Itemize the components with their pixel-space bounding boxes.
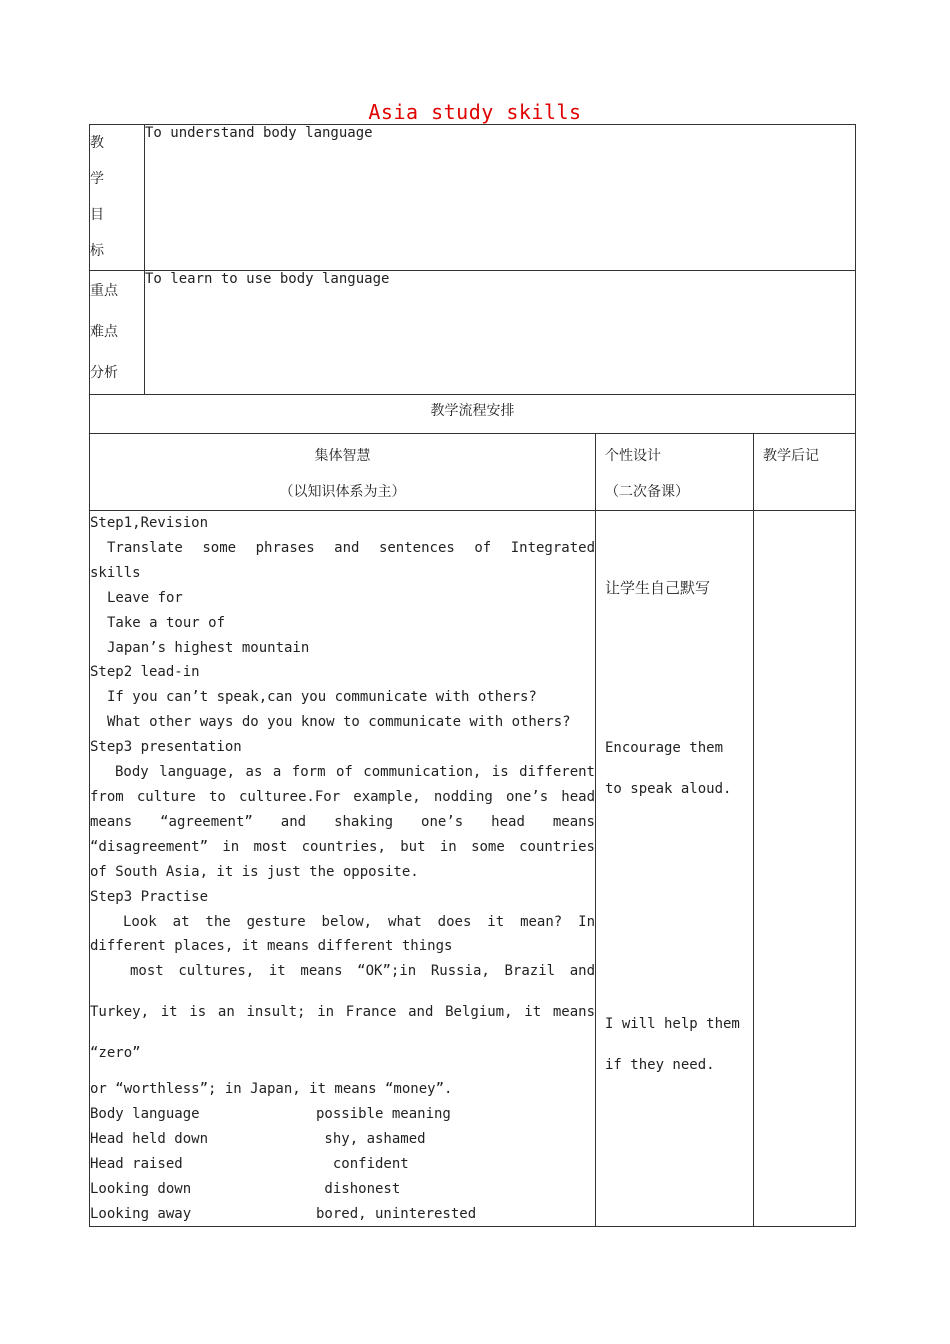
- column-header-row: [90, 434, 856, 511]
- objectives-label: [90, 125, 145, 271]
- step-heading: Step2 lead-in: [90, 664, 200, 681]
- col1-header: [90, 434, 596, 511]
- step-line: Japan’s highest mountain: [107, 639, 310, 656]
- body-language-cell: Head held down: [90, 1130, 209, 1147]
- label-char: 标: [90, 243, 104, 259]
- note-speak-aloud: to speak aloud.: [605, 781, 732, 797]
- col2-header-line1: 个性设计: [605, 448, 661, 464]
- meaning-cell: possible meaning: [316, 1105, 451, 1122]
- meaning-cell: dishonest: [316, 1180, 401, 1197]
- postscript-column: [754, 511, 856, 1227]
- body-language-cell: Looking away: [90, 1205, 192, 1222]
- document-title: Asia study skills: [368, 100, 582, 124]
- note-dictation: 让学生自己默写: [605, 579, 711, 597]
- col1-header-line2: （以知识体系为主）: [279, 484, 406, 500]
- col2-header: [596, 434, 754, 511]
- lesson-plan-table: [89, 124, 856, 1227]
- col1-header-line1: 集体智慧: [314, 448, 371, 464]
- key-points-label: [90, 271, 145, 395]
- step-heading: Step3 presentation: [90, 739, 242, 756]
- objectives-text: To understand body language: [145, 125, 856, 271]
- label-line: 重点: [90, 283, 118, 299]
- process-header-row: [90, 395, 856, 434]
- step-line: Leave for: [107, 589, 183, 606]
- step-line: or “worthless”; in Japan, it means “money”.: [90, 1081, 453, 1098]
- note-if-need: if they need.: [605, 1057, 715, 1073]
- step-heading: Step1,Revision: [90, 515, 209, 531]
- step-heading: Step3 Practise: [90, 888, 209, 905]
- step-line: Look at the gesture below, what does it mean? In: [123, 913, 595, 930]
- body-language-row: [90, 1102, 595, 1127]
- label-line: 难点: [90, 324, 118, 340]
- step-line: Body language, as a form of communication, is different: [115, 764, 595, 781]
- label-char: 学: [90, 171, 104, 187]
- meaning-cell: bored, uninterested: [316, 1205, 477, 1222]
- process-header: 教学流程安排: [90, 395, 856, 434]
- design-notes-column: [596, 511, 754, 1227]
- step-line: If you can’t speak,can you communicate with others?: [107, 689, 537, 706]
- label-line: 分析: [90, 365, 118, 381]
- col3-header: 教学后记: [754, 434, 856, 511]
- key-points-row: [90, 271, 856, 395]
- body-language-cell: Body language: [90, 1105, 200, 1122]
- meaning-cell: shy, ashamed: [316, 1130, 426, 1147]
- step-line: most cultures, it means “OK”;in Russia, Brazil and: [130, 963, 595, 980]
- step-line: skills: [90, 564, 141, 581]
- step-line: means “agreement” and shaking one’s head means: [90, 813, 595, 830]
- objectives-row: [90, 125, 856, 271]
- content-row: [90, 511, 856, 1227]
- body-language-row: [90, 1177, 595, 1202]
- step-line: “zero”: [90, 1045, 141, 1062]
- col2-header-line2: （二次备课）: [605, 484, 689, 500]
- step-line: Turkey, it is an insult; in France and Belgium, it means: [90, 1004, 595, 1021]
- step-line: Translate some phrases and sentences of Integrated: [107, 539, 595, 556]
- step-line: different places, it means different things: [90, 938, 453, 955]
- body-language-row: [90, 1152, 595, 1177]
- label-char: 教: [90, 135, 104, 151]
- key-points-text: To learn to use body language: [145, 271, 856, 395]
- step-line: from culture to culturee.For example, nodding one’s head: [90, 788, 595, 805]
- steps-column: [90, 511, 596, 1227]
- step-line: “disagreement” in most countries, but in some countries: [90, 838, 595, 855]
- meaning-cell: confident: [316, 1155, 409, 1172]
- body-language-cell: Looking down: [90, 1180, 192, 1197]
- step-line: of South Asia, it is just the opposite.: [90, 863, 419, 880]
- step-line: What other ways do you know to communicate with others?: [107, 714, 571, 731]
- label-char: 目: [90, 207, 104, 223]
- note-help: I will help them: [605, 1016, 740, 1032]
- note-encourage: Encourage them: [605, 740, 724, 756]
- body-language-row: [90, 1127, 595, 1152]
- step-line: Take a tour of: [107, 614, 226, 631]
- body-language-cell: Head raised: [90, 1155, 183, 1172]
- body-language-row: [90, 1202, 595, 1227]
